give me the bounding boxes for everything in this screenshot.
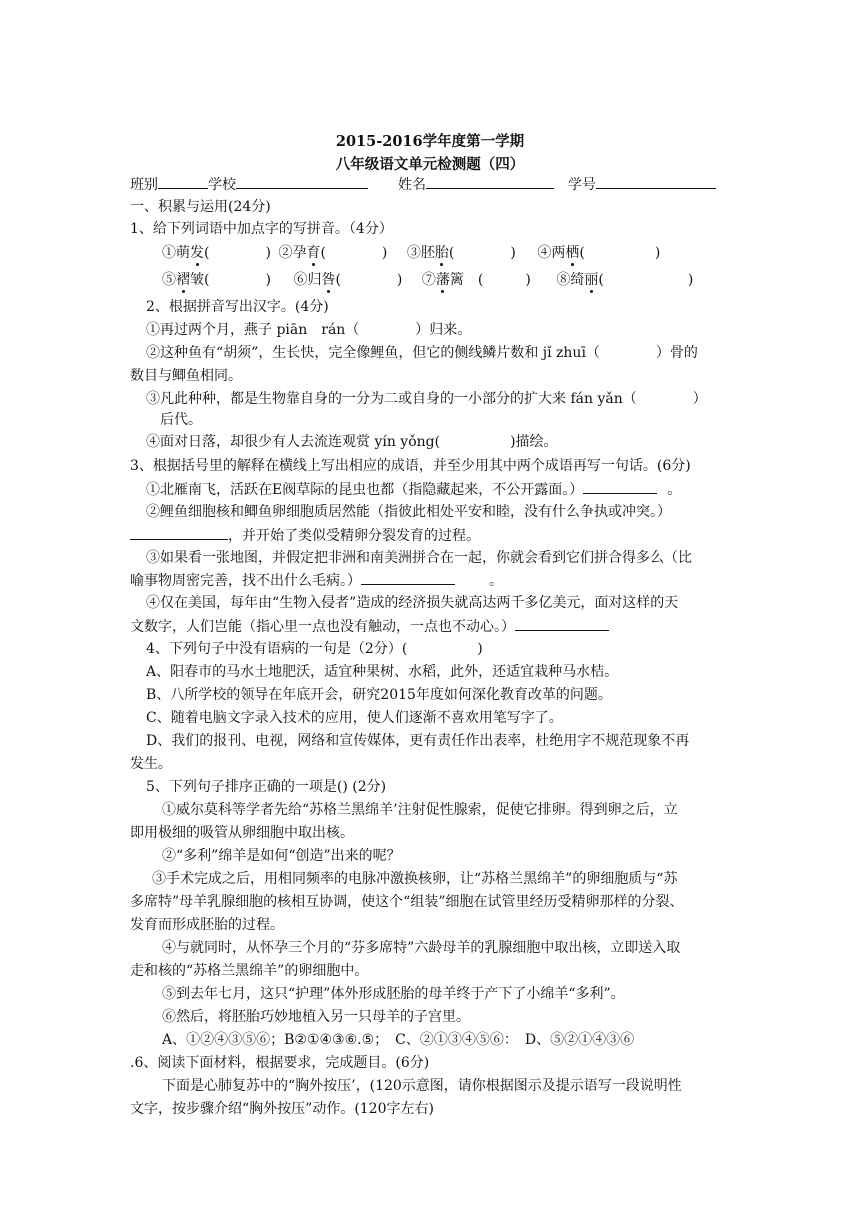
option-c: C、随着电脑文字录入技术的应用，使人们逐渐不喜欢用笔写字了。 — [146, 710, 563, 726]
pinyin-item: ①萌发( ) — [162, 245, 271, 261]
option-b: B、八所学校的领导在年底开会，研究2015年度如何深化教育改革的问题。 — [146, 687, 612, 703]
id-label: 学号 — [568, 177, 596, 193]
idiom-blank[interactable] — [583, 479, 657, 494]
student-info-row — [130, 174, 716, 195]
school-blank[interactable] — [236, 174, 368, 189]
sentence-1-cont: 即用极细的吸管从卵细胞中取出核。 — [130, 825, 354, 841]
sentence-4-cont: 走和核的“苏格兰黑绵羊”的卵细胞中。 — [130, 963, 369, 979]
question-2-item-3-cont: 后代。 — [160, 412, 202, 428]
pinyin-item: ⑦藩篱 ( ) — [421, 272, 531, 288]
question-3-stem: 3、根据括号里的解释在横线上写出相应的成语，并至少用其中两个成语再写一句话。(6分) — [130, 458, 691, 474]
exam-term-title: 2015-2016学年度第一学期 — [335, 133, 525, 150]
question-3-item-3: ③如果看一张地图，并假定把非洲和南美洲拼合在一起，你就会看到它们拼合得多么（比 — [146, 550, 692, 566]
question-2-item-1: ①再过两个月，燕子 piān rán（ ）归来。 — [146, 322, 472, 338]
school-label: 学校 — [208, 177, 236, 193]
sentence-4: ④与就同时，从怀孕三个月的“芬多席特”六龄母羊的乳腺细胞中取出核，立即送入取 — [162, 940, 681, 956]
question-1-stem: 1、给下列词语中加点字的写拼音。（4分） — [130, 221, 393, 237]
idiom-blank[interactable] — [130, 525, 228, 540]
sentence-1: ①威尔莫科等学者先给“苏格兰黑绵羊’注射促性腺索，促使它排卵。得到卵之后，立 — [162, 802, 678, 818]
pinyin-item: ⑧绮丽( ) — [556, 272, 694, 288]
idiom-blank[interactable] — [361, 570, 455, 585]
sentence-6: ⑥然后，将胚胎巧妙地植入另一只母羊的子宫里。 — [162, 1009, 470, 1025]
pinyin-item: ⑥归咎( ) — [293, 272, 403, 288]
name-blank[interactable] — [426, 174, 554, 189]
question-2-item-4: ④面对日落，却很少有人去流连观赏 yín yǒng( )描绘。 — [146, 434, 558, 450]
question-6-text: 下面是心肺复苏中的“胸外按压’，(120示意图，请你根据图示及提示语写一段说明性 — [162, 1078, 682, 1094]
question-2-item-2: ②这种鱼有“胡须”，生长快，完全像鲤鱼，但它的侧线鳞片数和 jǐ zhuī（ ）骨的 — [146, 345, 698, 361]
question-3-item-3-cont: 喻事物周密完善，找不出什么毛病。） 。 — [130, 570, 503, 591]
question-4-stem: 4、下列句子中没有语病的一句是（2分）( ) — [146, 641, 483, 657]
option-d-cont: 发生。 — [130, 756, 172, 772]
question-3-item-4-cont: 文数字，人们岂能（指心里一点也没有触动，一点也不动心。） — [130, 616, 609, 637]
question-1-row-1 — [162, 243, 660, 263]
sentence-3: ③手术完成之后，用相同频率的电脉冲激换核卵，让“苏格兰黑绵羊”的卵细胞质与“苏 — [152, 871, 678, 887]
sentence-3-cont: 多席特”母羊乳腺细胞的核相互协调，使这个“组装”细胞在试管里经历受精卵那样的分裂、 — [130, 894, 684, 910]
name-label: 姓名 — [398, 177, 426, 193]
pinyin-item: ④两栖( ) — [537, 245, 661, 261]
option-d: D、我们的报刊、电视，网络和宣传媒体，更有责任作出表率，杜绝用字不规范现象不再 — [146, 733, 690, 749]
pinyin-item: ③胚胎( ) — [406, 245, 516, 261]
question-6-text-cont: 文字，按步骤介绍“胸外按压”动作。(120字左右) — [130, 1101, 434, 1117]
question-2-item-3: ③凡此种种，都是生物靠自身的一分为二或自身的一小部分的扩大来 fán yǎn（ ） — [146, 391, 707, 407]
class-blank[interactable] — [158, 174, 208, 189]
question-5-stem: 5、下列句子排序正确的一项是() (2分) — [146, 779, 387, 795]
sentence-3-cont: 发育而形成胚胎的过程。 — [130, 917, 284, 933]
question-1-row-2 — [162, 270, 693, 290]
option-a: A、阳春市的马水土地肥沃，适宜种果树、水稻，此外，还适宜栽种马水桔。 — [146, 664, 619, 680]
section-heading: 一、积累与运用(24分) — [130, 199, 271, 215]
sentence-5: ⑤到去年七月，这只“护理”体外形成胚胎的母羊终于产下了小绵羊“多利”。 — [162, 986, 625, 1002]
pinyin-item: ⑤褶皱( ) — [162, 272, 271, 288]
question-2-item-2-cont: 数目与鲫鱼相同。 — [130, 368, 242, 384]
question-6-stem: .6、阅读下面材料，根据要求，完成题目。(6分) — [130, 1055, 430, 1071]
question-5-options: A、①②④③⑤⑥；B②①④③⑥.⑤； C、②①③④⑤⑥： D、⑤②①④③⑥ — [162, 1032, 635, 1048]
sentence-2: ②“多利”绵羊是如何“创造”出来的呢？ — [162, 848, 401, 864]
idiom-blank[interactable] — [515, 616, 609, 631]
pinyin-item: ②孕育( ) — [278, 245, 388, 261]
exam-title: 八年级语文单元检测题（四） — [335, 156, 525, 173]
question-3-item-2-cont: ，并开始了类似受精卵分裂发育的过程。 — [130, 525, 480, 546]
question-2-stem: 2、根据拼音写出汉字。(4分) — [146, 299, 329, 315]
question-3-item-1: ①北雁南飞，活跃在E阀草际的昆虫也都（指隐藏起来，不公开露面。） 。 — [146, 479, 681, 500]
student-id-blank[interactable] — [596, 174, 716, 189]
question-3-item-2: ②鲤鱼细胞核和鲫鱼卵细胞质居然能（指彼此相处平安和睦，没有什么争执或冲突。） — [146, 504, 671, 520]
question-3-item-4: ④仅在美国，每年由“生物入侵者”造成的经济损失就高达两千多亿美元，面对这样的天 — [146, 595, 679, 611]
class-label: 班别 — [130, 177, 158, 193]
